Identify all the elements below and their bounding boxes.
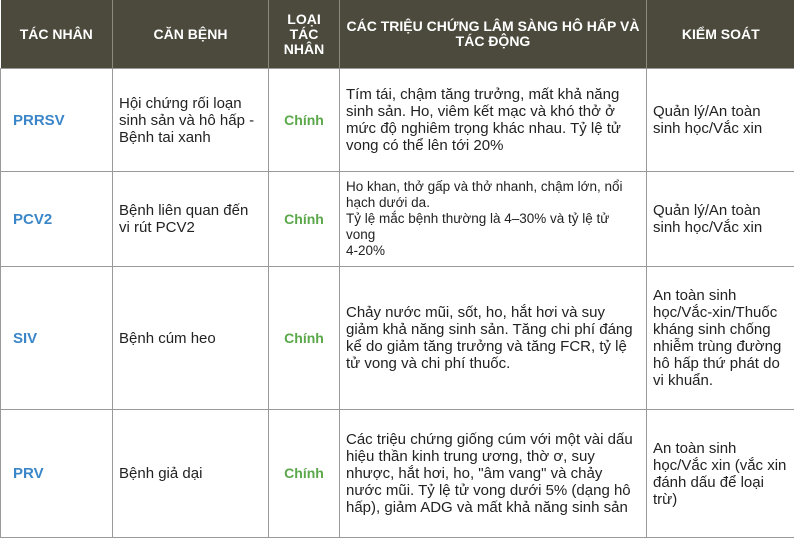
agent-cell: SIV xyxy=(1,267,113,410)
control-cell: Quản lý/An toàn sinh học/Vắc xin xyxy=(647,172,794,267)
symptoms-cell xyxy=(340,69,647,172)
control-cell: Quản lý/An toàn sinh học/Vắc xin xyxy=(647,69,794,172)
agent-cell: PCV2 xyxy=(1,172,113,267)
agent-cell: PRV xyxy=(1,410,113,538)
table-row xyxy=(1,267,794,410)
header-disease: CĂN BỆNH xyxy=(113,0,269,69)
table-row xyxy=(1,172,794,267)
symptoms-text: Chảy nước mũi, sốt, ho, hắt hơi và suy giảm khả năng sinh sản. Tăng chi phí đáng kể do giảm tăng trưởng và tăng FCR, tỷ lệ tử vong và chi phí thuốc. xyxy=(346,304,633,372)
symptoms-cell xyxy=(340,172,647,267)
header-agent: TÁC NHÂN xyxy=(1,0,113,69)
type-cell: Chính xyxy=(269,410,340,538)
header-symptoms: CÁC TRIỆU CHỨNG LÂM SÀNG HÔ HẤP VÀ TÁC ĐỘNG xyxy=(340,0,647,69)
symptoms-text: 4-20% xyxy=(346,243,386,258)
header-control: KIỂM SOÁT xyxy=(647,0,794,69)
header-type: LOẠI TÁC NHÂN xyxy=(269,0,340,69)
symptoms-text: Ho khan, thở gấp và thở nhanh, chậm lớn, nổi hạch dưới da. xyxy=(346,179,623,210)
table-row xyxy=(1,69,794,172)
type-cell: Chính xyxy=(269,267,340,410)
control-cell: An toàn sinh học/Vắc xin (vắc xin đánh dấu để loại trừ) xyxy=(647,410,794,538)
symptoms-cell xyxy=(340,410,647,538)
type-cell: Chính xyxy=(269,69,340,172)
type-cell: Chính xyxy=(269,172,340,267)
disease-cell: Bệnh giả dại xyxy=(113,410,269,538)
table-row xyxy=(1,410,794,538)
symptoms-cell xyxy=(340,267,647,410)
disease-cell: Bệnh liên quan đến vi rút PCV2 xyxy=(113,172,269,267)
agent-cell: PRRSV xyxy=(1,69,113,172)
disease-cell: Bệnh cúm heo xyxy=(113,267,269,410)
header-row xyxy=(1,0,794,69)
disease-cell: Hội chứng rối loạn sinh sản và hô hấp - Bệnh tai xanh xyxy=(113,69,269,172)
symptoms-text: Các triệu chứng giống cúm với một vài dấu hiệu thần kinh trung ương, thờ ơ, suy nhược, hắt hơi, ho, "âm vang" và chảy nước mũi. Tỷ lệ tử vong dưới 5% (dạng hô hấp), giảm ADG và mất khả năng sinh sản xyxy=(346,431,633,516)
symptoms-text: Tím tái, chậm tăng trưởng, mất khả năng sinh sản. Ho, viêm kết mạc và khó thở ở mức độ nghiêm trọng khác nhau. Tỷ lệ tử vong có thể lên tới 20% xyxy=(346,86,621,154)
symptoms-text: Tỷ lệ mắc bệnh thường là 4–30% và tỷ lệ tử vong xyxy=(346,211,610,242)
control-cell: An toàn sinh học/Vắc-xin/Thuốc kháng sinh chống nhiễm trùng đường hô hấp thứ phát do vi khuẩn. xyxy=(647,267,794,410)
